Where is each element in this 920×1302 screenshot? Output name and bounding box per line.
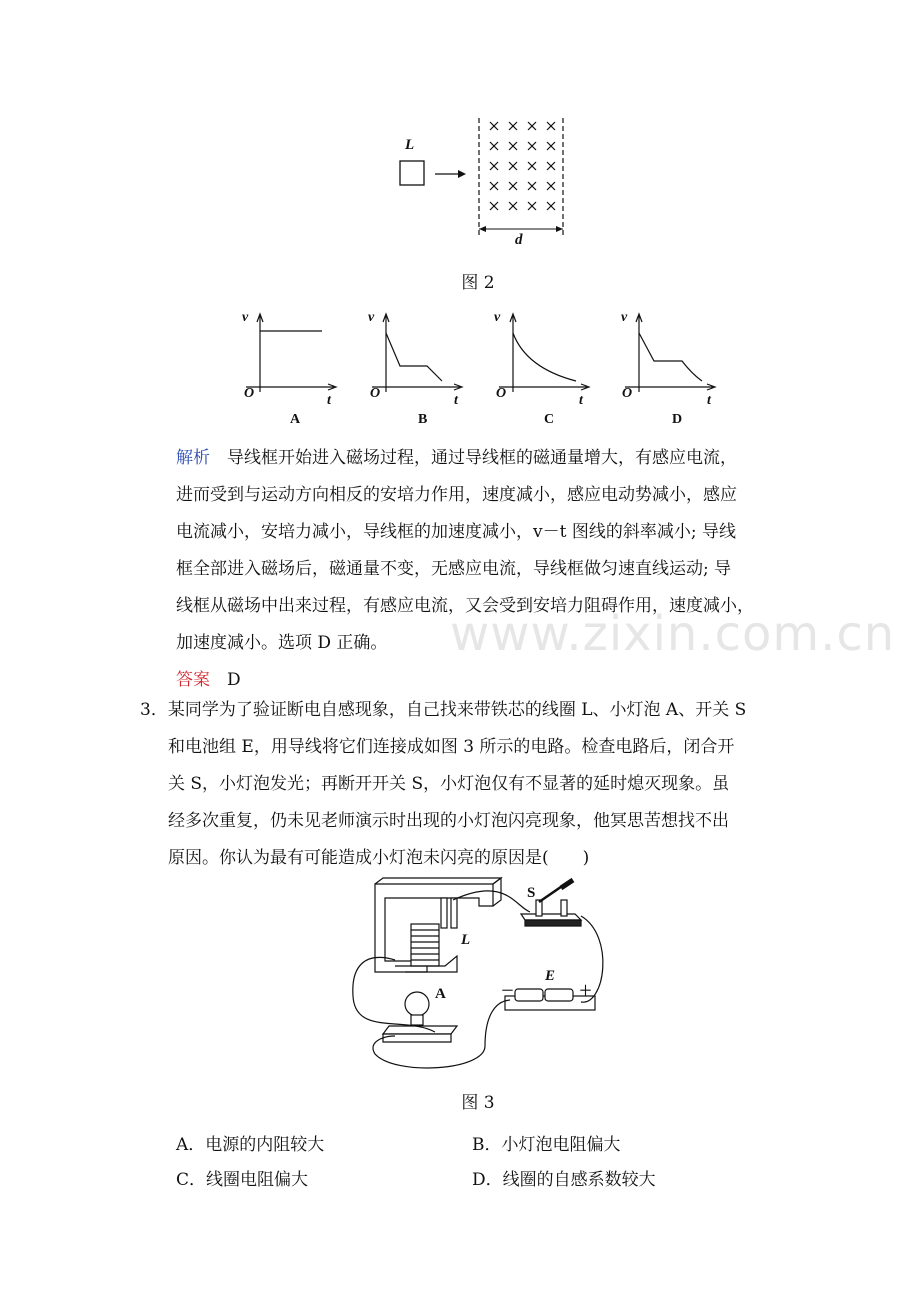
graph-v-axis	[383, 314, 389, 392]
analysis-line-1: 解析 导线框开始进入磁场过程，通过导线框的磁通量增大，有感应电流，	[176, 448, 737, 468]
square-loop	[400, 161, 424, 185]
question-3-line-2: 和电池组 E，用导线将它们连接成如图 3 所示的电路。检查电路后，闭合开	[168, 737, 735, 757]
watermark: www.zixin.com.cn	[450, 606, 896, 662]
arrow-head	[458, 170, 466, 178]
question-3-line-1: 3．某同学为了验证断电自感现象，自己找来带铁芯的线圈 L、小灯泡 A、开关 S	[140, 700, 747, 720]
figure-3	[345, 876, 615, 1076]
field-crosses	[490, 122, 555, 210]
graph-a-t-label: t	[327, 393, 331, 408]
figure-2-caption: 图 2	[461, 273, 495, 293]
graph-c-label: C	[544, 412, 555, 427]
graph-b-label: B	[418, 412, 428, 427]
battery-label: E	[545, 968, 556, 984]
figure-3-caption: 图 3	[461, 1093, 495, 1113]
coil	[411, 924, 439, 966]
field-diagram	[390, 110, 580, 260]
coil-label: L	[405, 137, 415, 153]
vt-graphs	[236, 308, 746, 433]
circuit-diagram	[345, 876, 615, 1076]
figure-2	[390, 110, 580, 260]
graph-b-origin: O	[370, 386, 381, 401]
graph-b-curve	[386, 333, 442, 381]
option-c[interactable]: C．线圈电阻偏大	[176, 1170, 309, 1190]
width-label: d	[515, 232, 523, 248]
graph-a-label: A	[290, 412, 301, 427]
graph-d-curve	[639, 333, 702, 381]
question-number: 3．	[140, 700, 168, 720]
vt-graph-set	[236, 308, 746, 433]
question-3-line-5: 原因。你认为最有可能造成小灯泡未闪亮的原因是( )	[168, 848, 590, 868]
answer-value: D	[227, 670, 241, 690]
graph-b-v-label: v	[368, 310, 375, 325]
analysis-line-3: 电流减小，安培力减小，导线框的加速度减小，v－t 图线的斜率减小; 导线	[176, 522, 736, 542]
analysis-line-2: 进而受到与运动方向相反的安培力作用，速度减小，感应电动势减小，感应	[176, 485, 737, 505]
graph-v-axis	[636, 314, 642, 392]
graph-v-axis	[510, 314, 516, 392]
question-3-line-4: 经多次重复，仍未见老师演示时出现的小灯泡闪亮现象，他冥思苦想找不出	[168, 811, 729, 831]
switch-label: S	[527, 885, 536, 901]
battery-plus: ＋	[579, 983, 593, 998]
option-b[interactable]: B．小灯泡电阻偏大	[472, 1135, 621, 1155]
analysis-block	[176, 440, 796, 699]
analysis-line-4: 框全部进入磁场后，磁通量不变，无感应电流，导线框做匀速直线运动; 导	[176, 559, 732, 579]
graph-b-t-label: t	[454, 393, 458, 408]
graph-v-axis	[257, 314, 263, 392]
option-a[interactable]: A．电源的内阻较大	[176, 1135, 325, 1155]
graph-d-label: D	[672, 412, 683, 427]
bulb-label: A	[435, 986, 446, 1002]
graph-a-v-label: v	[242, 310, 249, 325]
graph-c-curve	[513, 333, 576, 381]
battery-minus: －	[501, 983, 515, 998]
analysis-tag: 解析	[176, 448, 210, 468]
graph-d-origin: O	[622, 386, 633, 401]
coil-label-fig3: L	[461, 932, 471, 948]
analysis-line-6: 加速度减小。选项 D 正确。	[176, 633, 388, 653]
analysis-line-5: 线框从磁场中出来过程，有感应电流，又会受到安培力阻碍作用，速度减小，	[176, 596, 754, 616]
graph-d-v-label: v	[621, 310, 628, 325]
graph-c-origin: O	[496, 386, 507, 401]
graph-d-t-label: t	[707, 393, 711, 408]
question-3-line-3: 关 S，小灯泡发光；再断开开关 S，小灯泡仅有不显著的延时熄灭现象。虽	[168, 774, 730, 794]
graph-c-v-label: v	[494, 310, 501, 325]
option-d[interactable]: D．线圈的自感系数较大	[472, 1170, 656, 1190]
question-3	[140, 692, 800, 877]
graph-c-t-label: t	[579, 393, 583, 408]
answer-tag: 答案	[176, 670, 210, 690]
graph-a-origin: O	[244, 386, 255, 401]
wire-coil-switch	[453, 891, 530, 912]
